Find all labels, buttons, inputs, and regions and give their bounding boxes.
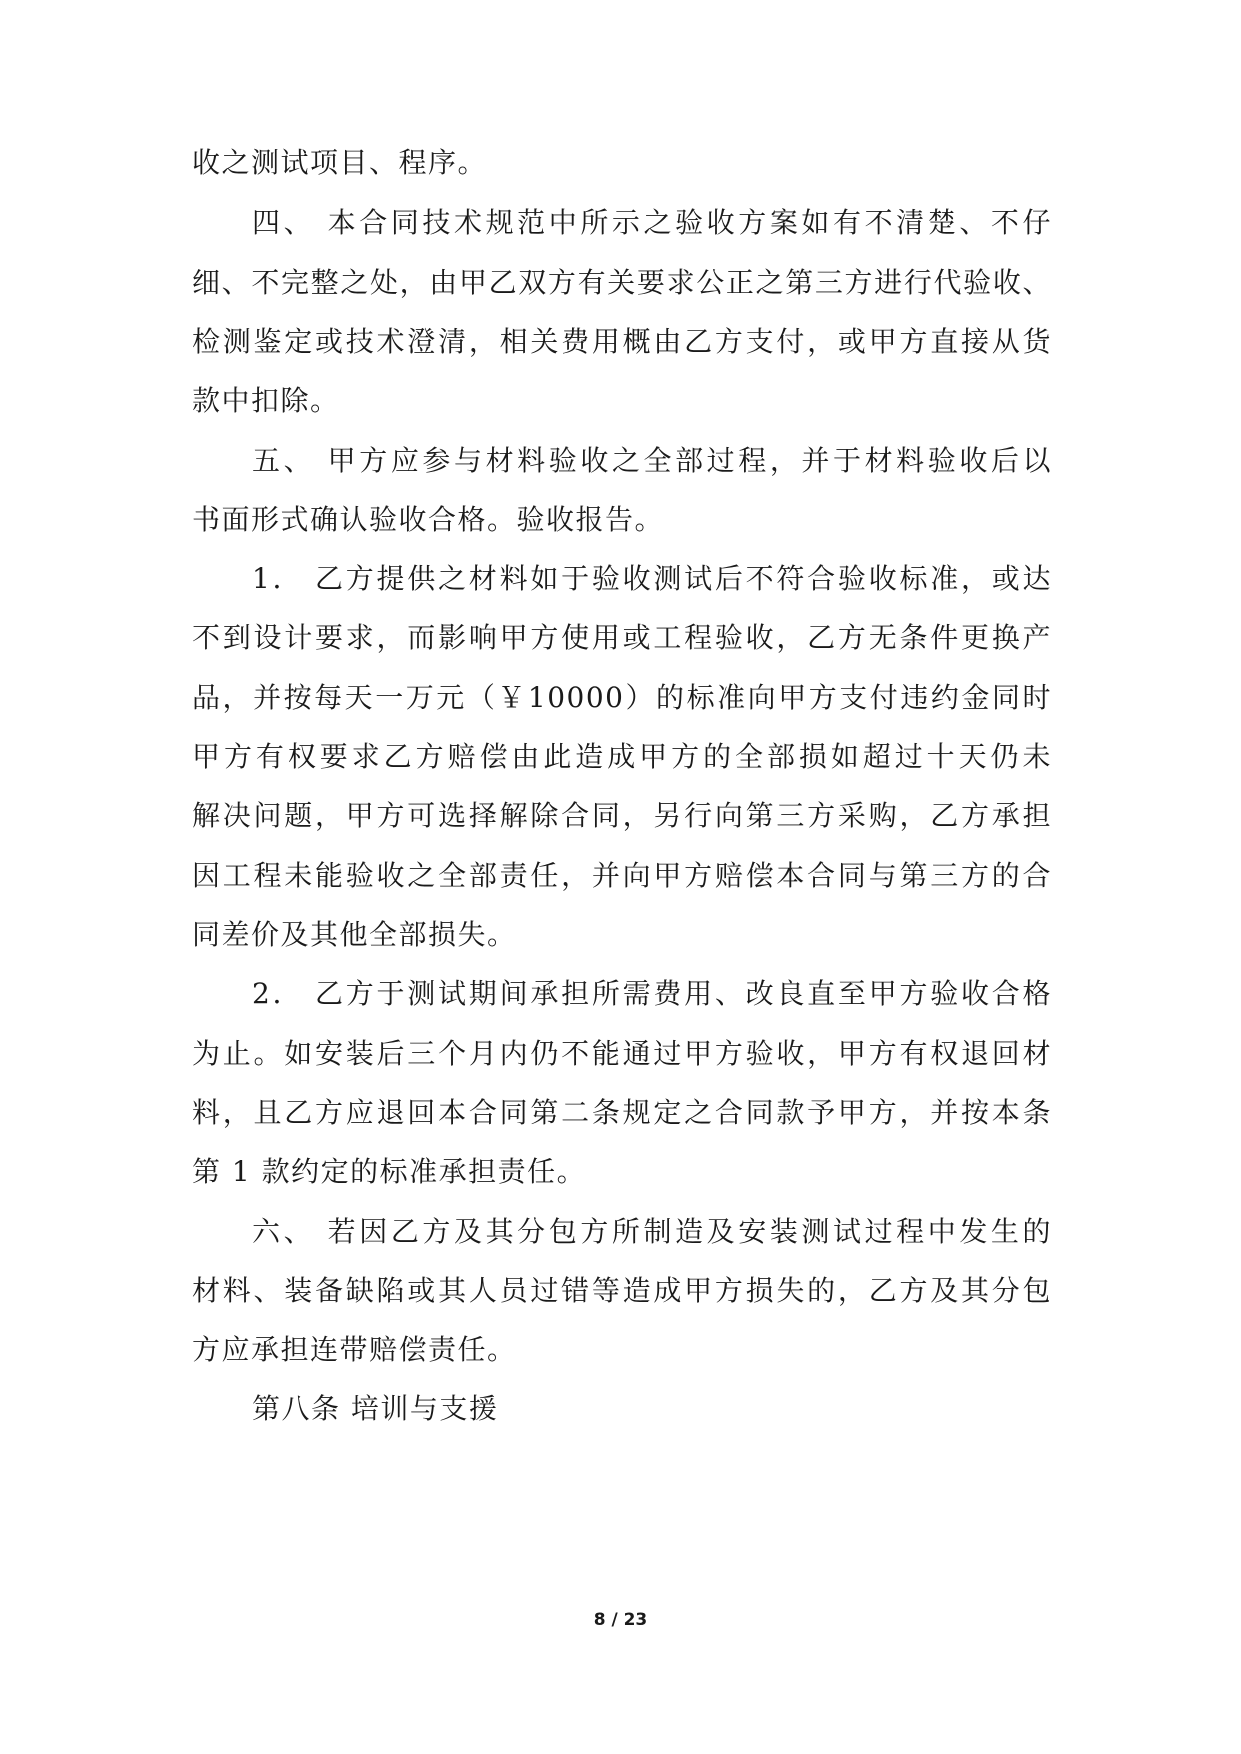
clause-six-line: 六、 若因乙方及其分包方所制造及安装测试过程中发生的 (252, 1215, 1052, 1248)
body-line: 检测鉴定或技术澄清，相关费用概由乙方支付，或甲方直接从货 (192, 325, 1052, 358)
body-line: 同差价及其他全部损失。 (192, 918, 517, 951)
body-line: 方应承担连带赔偿责任。 (192, 1333, 517, 1366)
body-line: 材料、装备缺陷或其人员过错等造成甲方损失的，乙方及其分包 (192, 1274, 1052, 1307)
item-two-line: 2． 乙方于测试期间承担所需费用、改良直至甲方验收合格 (252, 977, 1052, 1010)
body-line: 收之测试项目、程序。 (192, 146, 488, 179)
body-line: 为止。如安装后三个月内仍不能通过甲方验收，甲方有权退回材 (192, 1037, 1052, 1070)
clause-four-line: 四、 本合同技术规范中所示之验收方案如有不清楚、不仔 (252, 206, 1052, 239)
body-line: 料，且乙方应退回本合同第二条规定之合同款予甲方，并按本条 (192, 1096, 1052, 1129)
body-line: 细、不完整之处，由甲乙双方有关要求公正之第三方进行代验收、 (192, 266, 1052, 299)
body-line: 不到设计要求，而影响甲方使用或工程验收，乙方无条件更换产 (192, 621, 1052, 654)
body-line: 第 1 款约定的标准承担责任。 (192, 1155, 587, 1188)
body-line: 因工程未能验收之全部责任，并向甲方赔偿本合同与第三方的合 (192, 859, 1052, 892)
body-line: 甲方有权要求乙方赔偿由此造成甲方的全部损如超过十天仍未 (192, 740, 1052, 773)
page-number: 8 / 23 (593, 1610, 648, 1630)
section-heading: 第八条 培训与支援 (252, 1392, 499, 1425)
body-line: 解决问题，甲方可选择解除合同，另行向第三方采购，乙方承担 (192, 799, 1052, 832)
body-line: 款中扣除。 (192, 384, 340, 417)
clause-five-line: 五、 甲方应参与材料验收之全部过程，并于材料验收后以 (252, 444, 1052, 477)
item-one-line: 1． 乙方提供之材料如于验收测试后不符合验收标准，或达 (252, 562, 1052, 595)
body-line: 品，并按每天一万元（￥10000）的标准向甲方支付违约金同时 (192, 681, 1052, 714)
body-line: 书面形式确认验收合格。验收报告。 (192, 503, 665, 536)
